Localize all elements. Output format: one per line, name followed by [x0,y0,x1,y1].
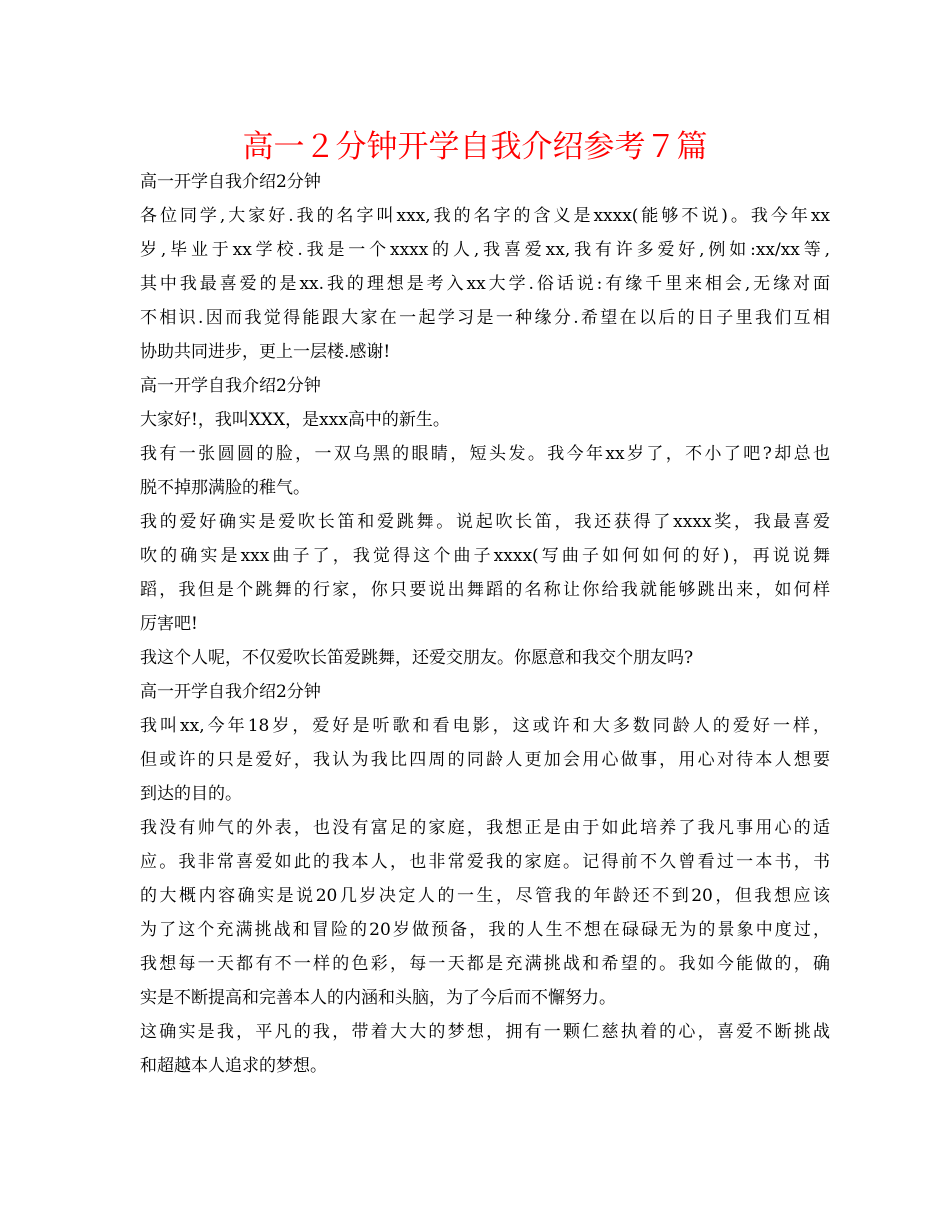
text-line: 我的爱好确实是爱吹长笛和爱跳舞。说起吹长笛，我还获得了xxxx奖，我最喜爱 [140,512,830,532]
document-body [140,165,830,1083]
text-line: 厉害吧! [140,614,198,634]
text-line: 高一开学自我介绍2分钟 [140,682,321,702]
text-line: 到达的目的。 [140,784,242,804]
text-line: 我这个人呢，不仅爱吹长笛爱跳舞，还爱交朋友。你愿意和我交个朋友吗? [140,648,694,668]
text-line: 岁,毕业于xx学校.我是一个xxxx的人,我喜爱xx,我有许多爱好,例如:xx/xx等, [140,240,830,260]
text-line: 蹈，我但是个跳舞的行家，你只要说出舞蹈的名称让你给我就能够跳出来，如何样 [140,580,830,600]
document-title: 高一２分钟开学自我介绍参考７篇 [242,129,708,165]
text-line: 我叫xx,今年18岁，爱好是听歌和看电影，这或许和大多数同龄人的爱好一样， [140,716,830,736]
text-line: 和超越本人追求的梦想。 [140,1056,327,1076]
text-line: 其中我最喜爱的是xx.我的理想是考入xx大学.俗话说:有缘千里来相会,无缘对面 [140,274,830,294]
text-line: 的大概内容确实是说20几岁决定人的一生，尽管我的年龄还不到20，但我想应该 [140,886,830,906]
text-line: 这确实是我，平凡的我，带着大大的梦想，拥有一颗仁慈执着的心，喜爱不断挑战 [140,1022,830,1042]
text-line: 应。我非常喜爱如此的我本人，也非常爱我的家庭。记得前不久曾看过一本书，书 [140,852,830,872]
text-line: 不相识.因而我觉得能跟大家在一起学习是一种缘分.希望在以后的日子里我们互相 [140,308,830,328]
text-line: 我有一张圆圆的脸，一双乌黑的眼睛，短头发。我今年xx岁了，不小了吧?却总也 [140,444,830,464]
text-line: 协助共同进步，更上一层楼.感谢! [140,342,391,362]
text-line: 我没有帅气的外表，也没有富足的家庭，我想正是由于如此培养了我凡事用心的适 [140,818,830,838]
text-line: 各位同学,大家好.我的名字叫xxx,我的名字的含义是xxxx(能够不说)。我今年xx [140,206,830,226]
text-line: 高一开学自我介绍2分钟 [140,376,321,396]
text-line: 我想每一天都有不一样的色彩，每一天都是充满挑战和希望的。我如今能做的，确 [140,954,830,974]
text-line: 脱不掉那满脸的稚气。 [140,478,310,498]
text-line: 高一开学自我介绍2分钟 [140,172,321,192]
text-line: 吹的确实是xxx曲子了，我觉得这个曲子xxxx(写曲子如何如何的好)，再说说舞 [140,546,830,566]
text-line: 但或许的只是爱好，我认为我比四周的同龄人更加会用心做事，用心对待本人想要 [140,750,830,770]
text-line: 大家好!，我叫XXX，是xxx高中的新生。 [140,410,450,430]
text-line: 为了这个充满挑战和冒险的20岁做预备，我的人生不想在碌碌无为的景象中度过， [140,920,830,940]
text-line: 实是不断提高和完善本人的内涵和头脑，为了今后而不懈努力。 [140,988,616,1008]
